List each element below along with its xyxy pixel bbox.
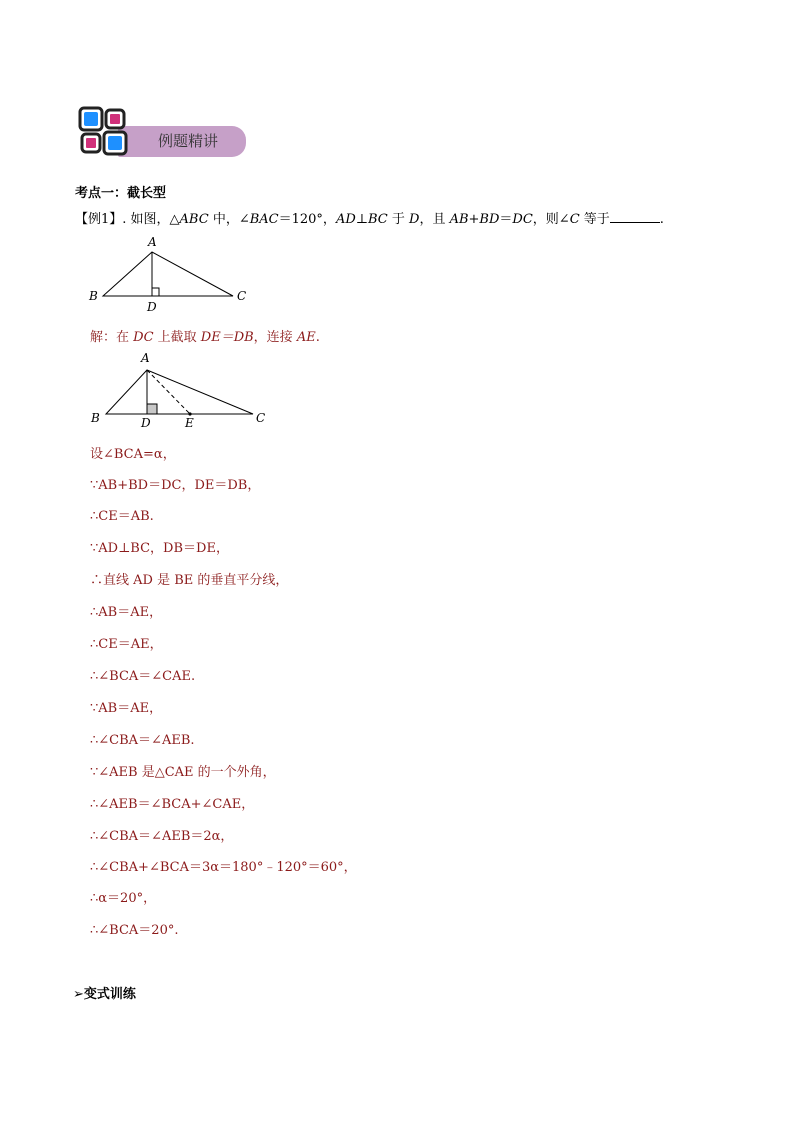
solution-step: ∵∠AEB 是△CAE 的一个外角， bbox=[90, 765, 276, 780]
solution-step: ∴CE＝AE， bbox=[90, 637, 163, 652]
label-d: D bbox=[147, 300, 157, 314]
text: ＝120°， bbox=[278, 212, 336, 227]
label-c: C bbox=[256, 411, 266, 425]
solution-step: ∴α＝20°， bbox=[90, 891, 157, 906]
label-e: E bbox=[185, 416, 194, 430]
math: D bbox=[409, 212, 420, 227]
variant-training-heading: ➢变式训练 bbox=[73, 987, 136, 1002]
text: . bbox=[315, 330, 320, 345]
text: 上截取 bbox=[153, 330, 201, 345]
label-d: D bbox=[141, 416, 151, 430]
solution-step: ∴AB＝AE， bbox=[90, 605, 163, 620]
text: . bbox=[659, 212, 664, 227]
topic-heading: 考点一：截长型 bbox=[75, 186, 167, 201]
solution-step: ∵AB＝AE， bbox=[90, 701, 163, 716]
text: 等于 bbox=[579, 212, 610, 227]
math: DE＝DB bbox=[200, 330, 254, 345]
math: C bbox=[569, 212, 580, 227]
label-a: A bbox=[141, 351, 150, 365]
text: ⊥ bbox=[355, 212, 368, 227]
solution-step: ∴∠CBA+∠BCA＝3α＝180°﹣120°＝60°， bbox=[90, 860, 357, 875]
label-b: B bbox=[89, 289, 98, 303]
math: BC bbox=[367, 212, 388, 227]
solution-step: ∵AB+BD＝DC，DE＝DB， bbox=[90, 478, 261, 493]
solution-step: ∴∠CBA＝∠AEB. bbox=[90, 733, 195, 748]
label-b: B bbox=[91, 411, 100, 425]
label-c: C bbox=[237, 289, 247, 303]
text: ，则∠ bbox=[532, 212, 570, 227]
text: 中，∠ bbox=[208, 212, 250, 227]
solution-step: ∴直线 AD 是 BE 的垂直平分线， bbox=[90, 573, 289, 588]
text: 于 bbox=[387, 212, 409, 227]
triangle-figure-2 bbox=[86, 348, 276, 432]
math: AD bbox=[335, 212, 356, 227]
solution-step: ∴∠AEB＝∠BCA+∠CAE， bbox=[90, 797, 255, 812]
solution-step: ∴∠BCA＝∠CAE. bbox=[90, 669, 196, 684]
label-a: A bbox=[148, 235, 157, 249]
answer-blank[interactable] bbox=[610, 210, 660, 223]
math: AB+BD bbox=[449, 212, 500, 227]
squares-logo-icon bbox=[78, 106, 128, 158]
math: ABC bbox=[179, 212, 209, 227]
text: ，且 bbox=[419, 212, 450, 227]
text: ＝ bbox=[499, 212, 513, 227]
solution-step: ∵AD⊥BC，DB＝DE， bbox=[90, 541, 229, 556]
text: 解：在 bbox=[90, 330, 134, 345]
triangle-figure-1 bbox=[86, 234, 256, 316]
solution-step: 设∠BCA=α， bbox=[90, 447, 176, 462]
math: DC bbox=[133, 330, 154, 345]
banner-title: 例题精讲 bbox=[158, 132, 219, 150]
math: BAC bbox=[249, 212, 279, 227]
problem-statement bbox=[75, 208, 664, 227]
solution-step: ∴CE＝AB. bbox=[90, 509, 154, 524]
example-tag: 【例1】 bbox=[75, 212, 123, 227]
math: AE bbox=[296, 330, 316, 345]
math: DC bbox=[512, 212, 533, 227]
solution-step: ∴∠CBA＝∠AEB＝2α， bbox=[90, 829, 234, 844]
text: . 如图，△ bbox=[122, 212, 180, 227]
solution-intro bbox=[90, 326, 320, 345]
solution-step: ∴∠BCA＝20°. bbox=[90, 923, 179, 938]
text: ，连接 bbox=[253, 330, 297, 345]
